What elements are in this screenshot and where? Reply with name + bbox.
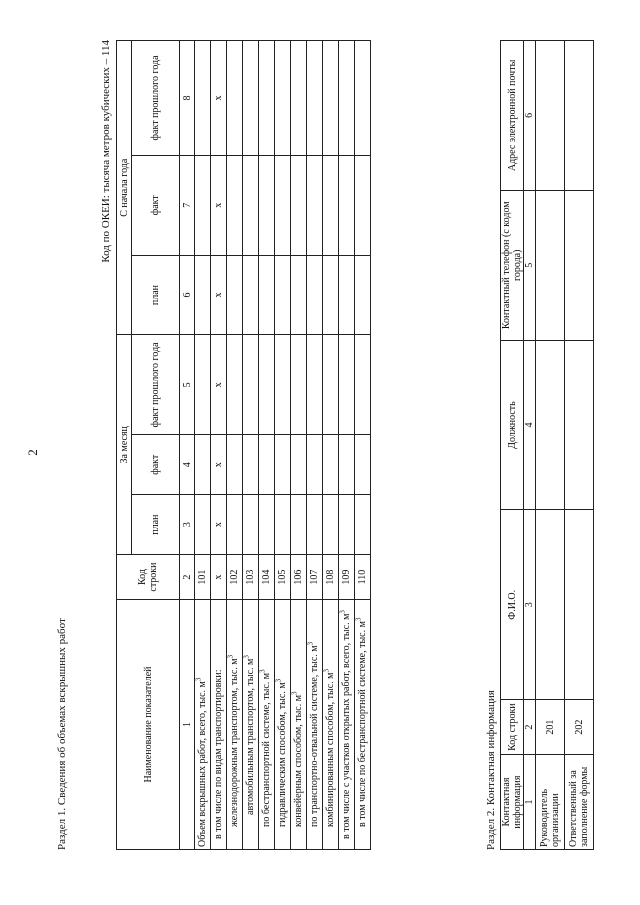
value-cell[interactable] <box>243 155 259 255</box>
value-cell[interactable]: x <box>211 255 227 335</box>
value-cell[interactable] <box>339 255 355 335</box>
column-number: 6 <box>524 41 536 191</box>
value-cell[interactable] <box>355 41 371 156</box>
unit-superscript: 3 <box>194 677 203 682</box>
section2-table <box>500 40 594 850</box>
value-cell[interactable] <box>339 435 355 495</box>
section2-header-cell: Контактный телефон (с кодом города) <box>501 190 524 340</box>
row-code: 104 <box>259 555 275 600</box>
unit-superscript: 3 <box>226 654 235 659</box>
value-cell[interactable] <box>291 255 307 335</box>
row-label-text: по бестранспортной системе, тыс. м <box>261 672 272 827</box>
row-label-text: в том числе с участков открытых работ, всего, тыс. м <box>341 613 352 839</box>
header-ytd-fact: факт <box>132 155 180 255</box>
column-number: 1 <box>180 600 195 850</box>
contact-input-cell[interactable] <box>536 340 565 510</box>
row-label <box>195 600 211 850</box>
value-cell[interactable] <box>259 495 275 555</box>
okei-unit-code: Код по ОКЕИ: тысяча метров кубических – 114 <box>100 40 112 263</box>
value-cell[interactable] <box>291 495 307 555</box>
row-code: 105 <box>275 555 291 600</box>
row-code: 103 <box>243 555 259 600</box>
row-code: 109 <box>339 555 355 600</box>
contact-input-cell[interactable] <box>565 510 594 700</box>
column-number: 4 <box>180 435 195 495</box>
row-code: 201 <box>536 700 565 755</box>
value-cell[interactable] <box>259 435 275 495</box>
row-code: 102 <box>227 555 243 600</box>
section2-header-cell: Должность <box>501 340 524 510</box>
section1-title: Раздел 1. Сведения об объемах вскрышных работ <box>56 618 68 850</box>
value-cell[interactable] <box>227 255 243 335</box>
header-ytd-plan: план <box>132 255 180 335</box>
column-number: 6 <box>180 255 195 335</box>
row-code: 202 <box>565 700 594 755</box>
value-cell[interactable] <box>275 41 291 156</box>
contact-input-cell[interactable] <box>536 510 565 700</box>
contact-role: Руководитель организации <box>536 755 565 850</box>
value-cell[interactable] <box>195 155 211 255</box>
unit-superscript: 3 <box>338 610 347 614</box>
unit-superscript: 3 <box>290 691 299 695</box>
value-cell[interactable] <box>323 335 339 435</box>
value-cell[interactable] <box>307 41 323 156</box>
value-cell[interactable] <box>227 435 243 495</box>
column-number: 7 <box>180 155 195 255</box>
row-label-text: железнодорожным транспортом, тыс. м <box>229 658 240 827</box>
column-number: 2 <box>180 555 195 600</box>
row-code: 107 <box>307 555 323 600</box>
column-number: 5 <box>180 335 195 435</box>
row-label <box>291 600 307 850</box>
value-cell[interactable] <box>275 495 291 555</box>
header-code: Код строки <box>117 555 180 600</box>
column-number: 3 <box>524 510 536 700</box>
header-month-fact: факт <box>132 435 180 495</box>
contact-input-cell[interactable] <box>536 190 565 340</box>
value-cell[interactable] <box>291 41 307 156</box>
value-cell[interactable] <box>195 335 211 435</box>
section2-title: Раздел 2. Контактная информация <box>485 690 497 850</box>
column-number: 8 <box>180 41 195 156</box>
row-code: 108 <box>323 555 339 600</box>
value-cell[interactable] <box>307 255 323 335</box>
row-label <box>355 600 371 850</box>
column-number: 2 <box>524 700 536 755</box>
row-label <box>243 600 259 850</box>
unit-superscript: 3 <box>258 669 267 673</box>
value-cell[interactable] <box>355 335 371 435</box>
row-label <box>227 600 243 850</box>
row-code: 106 <box>291 555 307 600</box>
section2-header-cell: Контактная информация <box>501 755 524 850</box>
value-cell[interactable] <box>243 41 259 156</box>
row-label-text: автомобильным транспортом, тыс. м <box>245 658 256 815</box>
value-cell[interactable] <box>227 41 243 156</box>
header-ytd-fact-prev: факт прошлого года <box>132 41 180 156</box>
row-label <box>323 600 339 850</box>
value-cell[interactable] <box>195 435 211 495</box>
value-cell[interactable] <box>243 495 259 555</box>
value-cell[interactable] <box>323 155 339 255</box>
header-month: За месяц <box>117 335 132 555</box>
value-cell[interactable] <box>195 41 211 156</box>
row-code: x <box>211 555 227 600</box>
table-row <box>536 41 565 850</box>
row-label-text: гидравлическим способом, тыс. м <box>277 682 288 827</box>
value-cell[interactable] <box>291 155 307 255</box>
row-label-text: по транспортно-отвальной системе, тыс. м <box>309 645 320 827</box>
value-cell[interactable] <box>227 495 243 555</box>
header-indicator: Наименование показателей <box>117 600 180 850</box>
row-label <box>259 600 275 850</box>
value-cell[interactable] <box>275 155 291 255</box>
table-row <box>307 41 323 850</box>
table-row <box>275 41 291 850</box>
section2-body <box>536 41 594 850</box>
table-row <box>195 41 211 850</box>
row-label <box>211 600 227 850</box>
page-number: 2 <box>25 449 40 456</box>
value-cell[interactable] <box>323 41 339 156</box>
value-cell[interactable] <box>291 335 307 435</box>
value-cell[interactable] <box>323 255 339 335</box>
value-cell[interactable]: x <box>211 495 227 555</box>
value-cell[interactable] <box>339 41 355 156</box>
contact-input-cell[interactable] <box>536 41 565 191</box>
value-cell[interactable]: x <box>211 41 227 156</box>
row-label-text: в том числе по видам транспортировки: <box>213 669 224 839</box>
table-row <box>211 41 227 850</box>
unit-superscript: 3 <box>322 669 331 673</box>
column-number: 4 <box>524 340 536 510</box>
column-numbers-row <box>180 41 195 850</box>
table-row <box>323 41 339 850</box>
row-code: 101 <box>195 555 211 600</box>
value-cell[interactable] <box>275 255 291 335</box>
contact-input-cell[interactable] <box>565 190 594 340</box>
value-cell[interactable] <box>275 435 291 495</box>
contact-role: Ответственный за заполнение формы <box>565 755 594 850</box>
table-row <box>259 41 275 850</box>
value-cell[interactable] <box>259 335 275 435</box>
value-cell[interactable] <box>243 335 259 435</box>
value-cell[interactable] <box>195 255 211 335</box>
value-cell[interactable] <box>355 495 371 555</box>
value-cell[interactable] <box>243 255 259 335</box>
value-cell[interactable] <box>355 255 371 335</box>
row-code: 110 <box>355 555 371 600</box>
header-month-plan: план <box>132 495 180 555</box>
value-cell[interactable] <box>307 495 323 555</box>
table-row <box>227 41 243 850</box>
table-row <box>565 41 594 850</box>
value-cell[interactable] <box>291 435 307 495</box>
section2-header-cell: Ф.И.О. <box>501 510 524 700</box>
unit-superscript: 3 <box>242 655 251 659</box>
header-month-fact-prev: факт прошлого года <box>132 335 180 435</box>
header-ytd: С начала года <box>117 41 132 335</box>
column-number: 5 <box>524 190 536 340</box>
row-label-text: в том числе по бестранспортной системе, тыс. м <box>357 621 368 827</box>
contact-input-cell[interactable] <box>565 340 594 510</box>
section2-header-cell: Код строки <box>501 700 524 755</box>
unit-superscript: 3 <box>306 641 315 646</box>
value-cell[interactable]: x <box>211 335 227 435</box>
unit-superscript: 3 <box>274 678 283 683</box>
section2-header-row <box>501 41 524 850</box>
row-label-text: Объем вскрышных работ, всего, тыс. м <box>197 681 208 847</box>
value-cell[interactable] <box>339 495 355 555</box>
value-cell[interactable] <box>323 495 339 555</box>
value-cell[interactable] <box>307 335 323 435</box>
section2-header-cell: Адрес электронной почты <box>501 41 524 191</box>
column-number: 1 <box>524 755 536 850</box>
value-cell[interactable] <box>323 435 339 495</box>
value-cell[interactable] <box>227 155 243 255</box>
value-cell[interactable] <box>275 335 291 435</box>
value-cell[interactable] <box>195 495 211 555</box>
value-cell[interactable] <box>227 335 243 435</box>
section1-table <box>116 40 371 850</box>
table-row <box>339 41 355 850</box>
contact-input-cell[interactable] <box>565 41 594 191</box>
row-label-text: конвейерным способом, тыс. м <box>293 694 304 827</box>
row-label <box>307 600 323 850</box>
table-row <box>291 41 307 850</box>
value-cell[interactable] <box>259 41 275 156</box>
row-label <box>339 600 355 850</box>
row-label-text: комбинированным способом, тыс. м <box>325 672 336 827</box>
section1-body <box>195 41 371 850</box>
value-cell[interactable] <box>307 435 323 495</box>
value-cell[interactable] <box>339 155 355 255</box>
unit-superscript: 3 <box>354 617 363 622</box>
value-cell[interactable] <box>259 255 275 335</box>
value-cell[interactable] <box>355 155 371 255</box>
section2-column-numbers-row <box>524 41 536 850</box>
row-label <box>275 600 291 850</box>
value-cell[interactable] <box>307 155 323 255</box>
value-cell[interactable]: x <box>211 435 227 495</box>
value-cell[interactable] <box>259 155 275 255</box>
column-number: 3 <box>180 495 195 555</box>
table-row <box>355 41 371 850</box>
table-row <box>243 41 259 850</box>
value-cell[interactable] <box>355 435 371 495</box>
value-cell[interactable]: x <box>211 155 227 255</box>
value-cell[interactable] <box>339 335 355 435</box>
value-cell[interactable] <box>243 435 259 495</box>
